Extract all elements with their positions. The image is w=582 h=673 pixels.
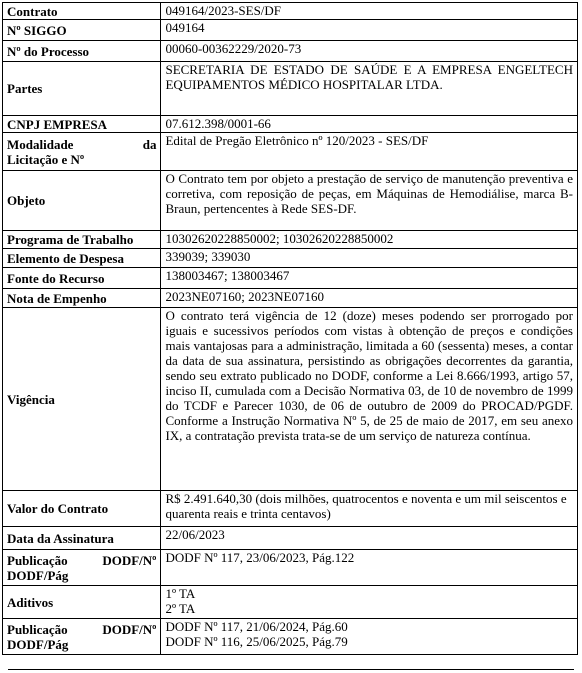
row-elemento: [3, 249, 578, 268]
label-assinatura: Data da Assinatura: [3, 527, 161, 550]
label-cnpj: CNPJ EMPRESA: [3, 116, 161, 133]
label-valor: Valor do Contrato: [3, 491, 161, 527]
row-programa: [3, 231, 578, 249]
value-aditivos: [161, 586, 578, 619]
value-assinatura: 22/06/2023: [161, 527, 578, 550]
row-publicacao1: [3, 550, 578, 586]
value-empenho: 2023NE07160; 2023NE07160: [161, 289, 578, 308]
label-objeto: Objeto: [3, 171, 161, 231]
label-vigencia: Vigência: [3, 308, 161, 491]
row-publicacao2: [3, 619, 578, 655]
row-partes: [3, 62, 578, 116]
aditivo-item: 1º TA: [165, 586, 196, 601]
value-publicacao1: DODF Nº 117, 23/06/2023, Pág.122: [161, 550, 578, 586]
value-elemento: 339039; 339030: [161, 249, 578, 268]
value-partes: SECRETARIA DE ESTADO DE SAÚDE E A EMPRESA ENGELTECH EQUIPAMENTOS MÉDICO HOSPITALAR LTDA.: [161, 62, 578, 116]
label-modalidade: [3, 133, 161, 171]
contract-summary-table: [2, 2, 578, 655]
value-objeto: O Contrato tem por objeto a prestação de serviço de manutenção preventiva e corretiva, com reposição de peças, em Máquinas de Hemodiálise, marca B-Braun, pertencentes à Rede SES-DF.: [161, 171, 578, 231]
label-modalidade-left: Modalidade: [7, 136, 74, 152]
value-programa: 10302620228850002; 10302620228850002: [161, 231, 578, 249]
label-publicacao1-line1: [7, 553, 156, 568]
label-fonte: Fonte do Recurso: [3, 268, 161, 289]
row-cnpj: [3, 116, 578, 133]
label-publicacao2-line2: DODF/Pág: [7, 636, 69, 652]
publicacao-item: DODF Nº 116, 25/06/2025, Pág.79: [165, 634, 348, 649]
label-programa: Programa de Trabalho: [3, 231, 161, 249]
label-siggo: Nº SIGGO: [3, 20, 161, 41]
row-valor: [3, 491, 578, 527]
label-modalidade-line1: [7, 137, 156, 152]
label-modalidade-right: da: [142, 136, 157, 152]
value-processo: 00060-00362229/2020-73: [161, 41, 578, 62]
label-publicacao2-right: DODF/Nº: [102, 621, 157, 637]
label-publicacao1-right: DODF/Nº: [102, 552, 157, 568]
row-processo: [3, 41, 578, 62]
value-publicacao2: [161, 619, 578, 655]
value-modalidade: Edital de Pregão Eletrônico nº 120/2023 - SES/DF: [161, 133, 578, 171]
label-contrato: Contrato: [3, 3, 161, 20]
row-siggo: [3, 20, 578, 41]
label-publicacao1: [3, 550, 161, 586]
aditivo-item: 2º TA: [165, 601, 196, 616]
label-modalidade-line2: Licitação e Nº: [7, 151, 85, 167]
label-aditivos: Aditivos: [3, 586, 161, 619]
row-aditivos: [3, 586, 578, 619]
row-fonte: [3, 268, 578, 289]
value-vigencia: O contrato terá vigência de 12 (doze) meses podendo ser prorrogado por iguais e sucessivos períodos com vistas à obtenção de preços e condições mais vantajosas para a administração, limitada a 60 (sessenta) meses, a contar da data de sua assinatura, persistindo as obrigações decorrentes da garantia, sendo seu extrato publicado no DODF, conforme a Lei 8.666/1993, artigo 57, inciso II, cumulada com a Decisão Normativa 03, de 10 de novembro de 1999 do TCDF e Parecer 1030, de 06 de outubro de 2009 do PROCAD/PGDF. Conforme a Instrução Normativa Nº 5, de 25 de maio de 2017, em seu anexo IX, a contratação prevista trata-se de um serviço de natureza contínua.: [161, 308, 578, 491]
row-assinatura: [3, 527, 578, 550]
label-elemento: Elemento de Despesa: [3, 249, 161, 268]
value-valor: R$ 2.491.640,30 (dois milhões, quatrocentos e noventa e um mil seiscentos e quarenta reais e trinta centavos): [161, 491, 578, 527]
bottom-divider: [8, 669, 574, 670]
label-publicacao2-line1: [7, 622, 156, 637]
row-empenho: [3, 289, 578, 308]
row-modalidade: [3, 133, 578, 171]
label-empenho: Nota de Empenho: [3, 289, 161, 308]
publicacao-item: DODF Nº 117, 21/06/2024, Pág.60: [165, 619, 348, 634]
label-processo: Nº do Processo: [3, 41, 161, 62]
value-fonte: 138003467; 138003467: [161, 268, 578, 289]
label-partes: Partes: [3, 62, 161, 116]
row-vigencia: [3, 308, 578, 491]
label-publicacao1-left: Publicação: [7, 552, 68, 568]
value-cnpj: 07.612.398/0001-66: [161, 116, 578, 133]
label-publicacao1-line2: DODF/Pág: [7, 567, 69, 583]
row-contrato: [3, 3, 578, 20]
value-contrato: 049164/2023-SES/DF: [161, 3, 578, 20]
label-publicacao2-left: Publicação: [7, 621, 68, 637]
value-siggo: 049164: [161, 20, 578, 41]
label-publicacao2: [3, 619, 161, 655]
row-objeto: [3, 171, 578, 231]
